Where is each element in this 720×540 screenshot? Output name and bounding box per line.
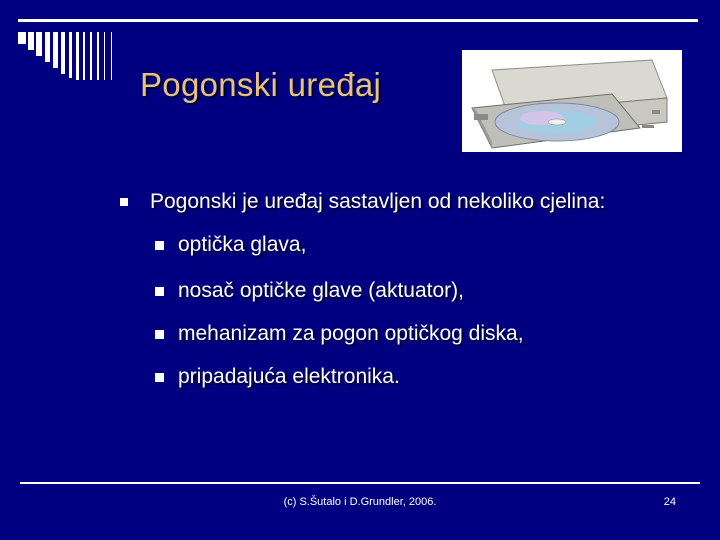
slide-title: Pogonski uređaj xyxy=(140,66,382,103)
sub-bullet-text: pripadajuća elektronika. xyxy=(178,365,400,388)
bullet-square-icon xyxy=(120,198,128,206)
main-bullet-text: Pogonski je uređaj sastavljen od nekoliko cjelina: xyxy=(150,190,606,213)
sub-bullet xyxy=(155,365,400,389)
sub-bullet xyxy=(155,233,306,257)
bullet-square-icon xyxy=(155,287,164,296)
footer-copyright: (c) S.Šutalo i D.Grundler, 2006. xyxy=(283,496,437,508)
sub-bullet-text: optička glava, xyxy=(178,233,307,256)
main-bullet xyxy=(120,190,605,214)
footer-rule xyxy=(20,482,700,484)
sub-bullet-text: mehanizam za pogon optičkog diska, xyxy=(178,322,524,345)
sub-bullet xyxy=(155,279,464,303)
bullet-square-icon xyxy=(155,373,164,382)
top-rule xyxy=(18,19,698,22)
page-number: 24 xyxy=(663,496,676,508)
sub-bullet-text: nosač optičke glave (aktuator), xyxy=(178,279,464,302)
bullet-square-icon xyxy=(155,241,164,250)
optical-drive-icon xyxy=(462,50,682,152)
sub-bullet xyxy=(155,322,524,346)
bullet-square-icon xyxy=(155,330,164,339)
